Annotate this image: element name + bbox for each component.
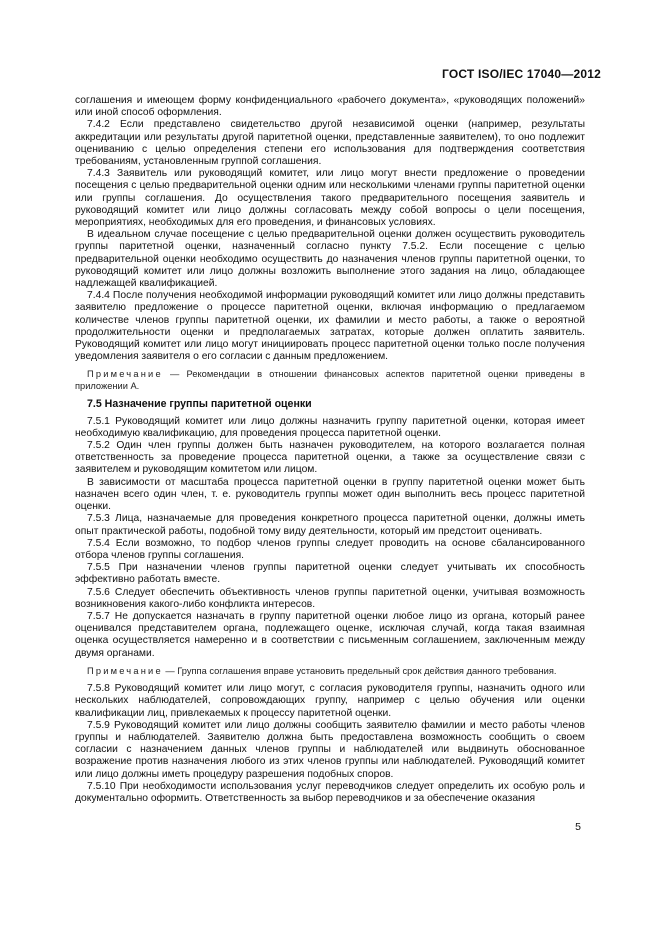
paragraph-7-5-7: 7.5.7 Не допускается назначать в группу паритетной оценки любое лицо из органа, который ранее оценивался представителем органа, подлежащего оценке, исключая случай, когда такая взаимная оценка осуществляется намеренно и в соответствии с письменным соглашением, заключенным между двумя органами. bbox=[75, 610, 585, 659]
note-label: Примечание bbox=[87, 665, 163, 676]
note-financial bbox=[75, 369, 585, 392]
paragraph-scale: В зависимости от масштаба процесса паритетной оценки в группу паритетной оценки может быть назначен всего один член, т. е. руководитель группы может один выполнить весь процесс паритетной оценки. bbox=[75, 476, 585, 513]
document-body bbox=[75, 95, 585, 805]
note-label: Примечание bbox=[87, 369, 163, 380]
paragraph-7-5-4: 7.5.4 Если возможно, то подбор членов группы следует проводить на основе сбалансированного отбора членов группы соглашения. bbox=[75, 537, 585, 561]
paragraph-7-5-10: 7.5.10 При необходимости использования услуг переводчиков следует определить их особую роль и документально оформить. Ответственность за выбор переводчиков и за обеспечение оказания bbox=[75, 780, 585, 805]
paragraph-7-5-3: 7.5.3 Лица, назначаемые для проведения конкретного процесса паритетной оценки, должны иметь опыт практической работы, подобной тому виду деятельности, который им предстоит оценивать. bbox=[75, 513, 585, 537]
paragraph-7-5-5: 7.5.5 При назначении членов группы паритетной оценки следует учитывать их способность эффективно работать вместе. bbox=[75, 562, 585, 586]
paragraph-7-5-2: 7.5.2 Один член группы должен быть назначен руководителем, на которого возлагается полная ответственность за проведение процесса паритетной оценки, а также за осуществление связи с заявителем и руководящим комитетом или лицом. bbox=[75, 440, 585, 476]
paragraph-7-5-9: 7.5.9 Руководящий комитет или лицо должны сообщить заявителю фамилии и место работы членов группы и наблюдателей. Заявителю должна быть предоставлена возможность сообщить о своем согласии с назначением данных членов группы и наблюдателей или выдвинуть обоснованное возражение против назначения любого из этих членов группы или наблюдателей. Руководящий комитет или лицо должны иметь процедуру разрешения подобных споров. bbox=[75, 719, 585, 780]
standard-header: ГОСТ ISO/IEC 17040—2012 bbox=[441, 67, 601, 81]
paragraph-7-5-1: 7.5.1 Руководящий комитет или лицо должны назначить группу паритетной оценки, которая имеет необходимую квалификацию, для проведения процесса паритетной оценки. bbox=[75, 415, 585, 439]
paragraph-7-5-6: 7.5.6 Следует обеспечить объективность членов группы паритетной оценки, учитывая возможность возникновения какого-либо конфликта интересов. bbox=[75, 586, 585, 610]
paragraph-7-4-3: 7.4.3 Заявитель или руководящий комитет, или лицо могут внести предложение о проведении посещения с целью предварительной оценки одним или несколькими членами группы паритетной оценки или группы соглашения. До осуществления такого предварительного посещения заявитель и руководящий комитет или лицо должны согласовать между собой вопросы о цели посещения, мероприятиях, необходимых для его проведения, и финансовых условиях. bbox=[75, 168, 585, 229]
note-time-limit bbox=[75, 666, 585, 678]
paragraph-continuation: соглашения и имеющем форму конфиденциального «рабочего документа», «руководящих положений» или иной способ оформления. bbox=[75, 95, 585, 119]
note-text: — Группа соглашения вправе установить предельный срок действия данного требования. bbox=[162, 665, 557, 676]
paragraph-7-5-8: 7.5.8 Руководящий комитет или лицо могут, с согласия руководителя группы, назначить одного или нескольких наблюдателей, сопровождающих группу, например с целью обучения или оценки квалификации лиц, привлекаемых к процессу паритетной оценки. bbox=[75, 683, 585, 719]
page-number: 5 bbox=[575, 821, 581, 833]
paragraph-ideal-case: В идеальном случае посещение с целью предварительной оценки должен осуществить руководитель группы паритетной оценки, назначенный согласно пункту 7.5.2. Если посещение с целью предварительной оценки необходимо осуществить до назначения членов группы паритетной оценки, то руководящий комитет или лицо должны возложить выполнение этого задания на лицо, обладающее надлежащей квалификацией. bbox=[75, 229, 585, 290]
section-heading-7-5: 7.5 Назначение группы паритетной оценки bbox=[87, 398, 312, 411]
note-text: — Рекомендации в отношении финансовых аспектов паритетной оценки приведены в приложении А. bbox=[75, 369, 585, 391]
paragraph-7-4-4: 7.4.4 После получения необходимой информации руководящий комитет или лицо должны представить заявителю предложение о процессе паритетной оценки, включая информацию о предлагаемом количестве членов группы паритетной оценки, их фамилии и место работы, а также о вероятной продолжительности оценки и предполагаемых затратах, которые должен оплатить заявитель. Руководящий комитет или лицо могут инициировать процесс паритетной оценки только после получения уведомления заявителя о его согласии с данным предложением. bbox=[75, 290, 585, 363]
paragraph-7-4-2: 7.4.2 Если представлено свидетельство другой независимой оценки (например, результаты аккредитации или результаты другой паритетной оценки, представленные заявителем), то оно подлежит оцениванию с целью определения степени его использования для подтверждения соответствия требованиям, установленным группой соглашения. bbox=[75, 119, 585, 168]
